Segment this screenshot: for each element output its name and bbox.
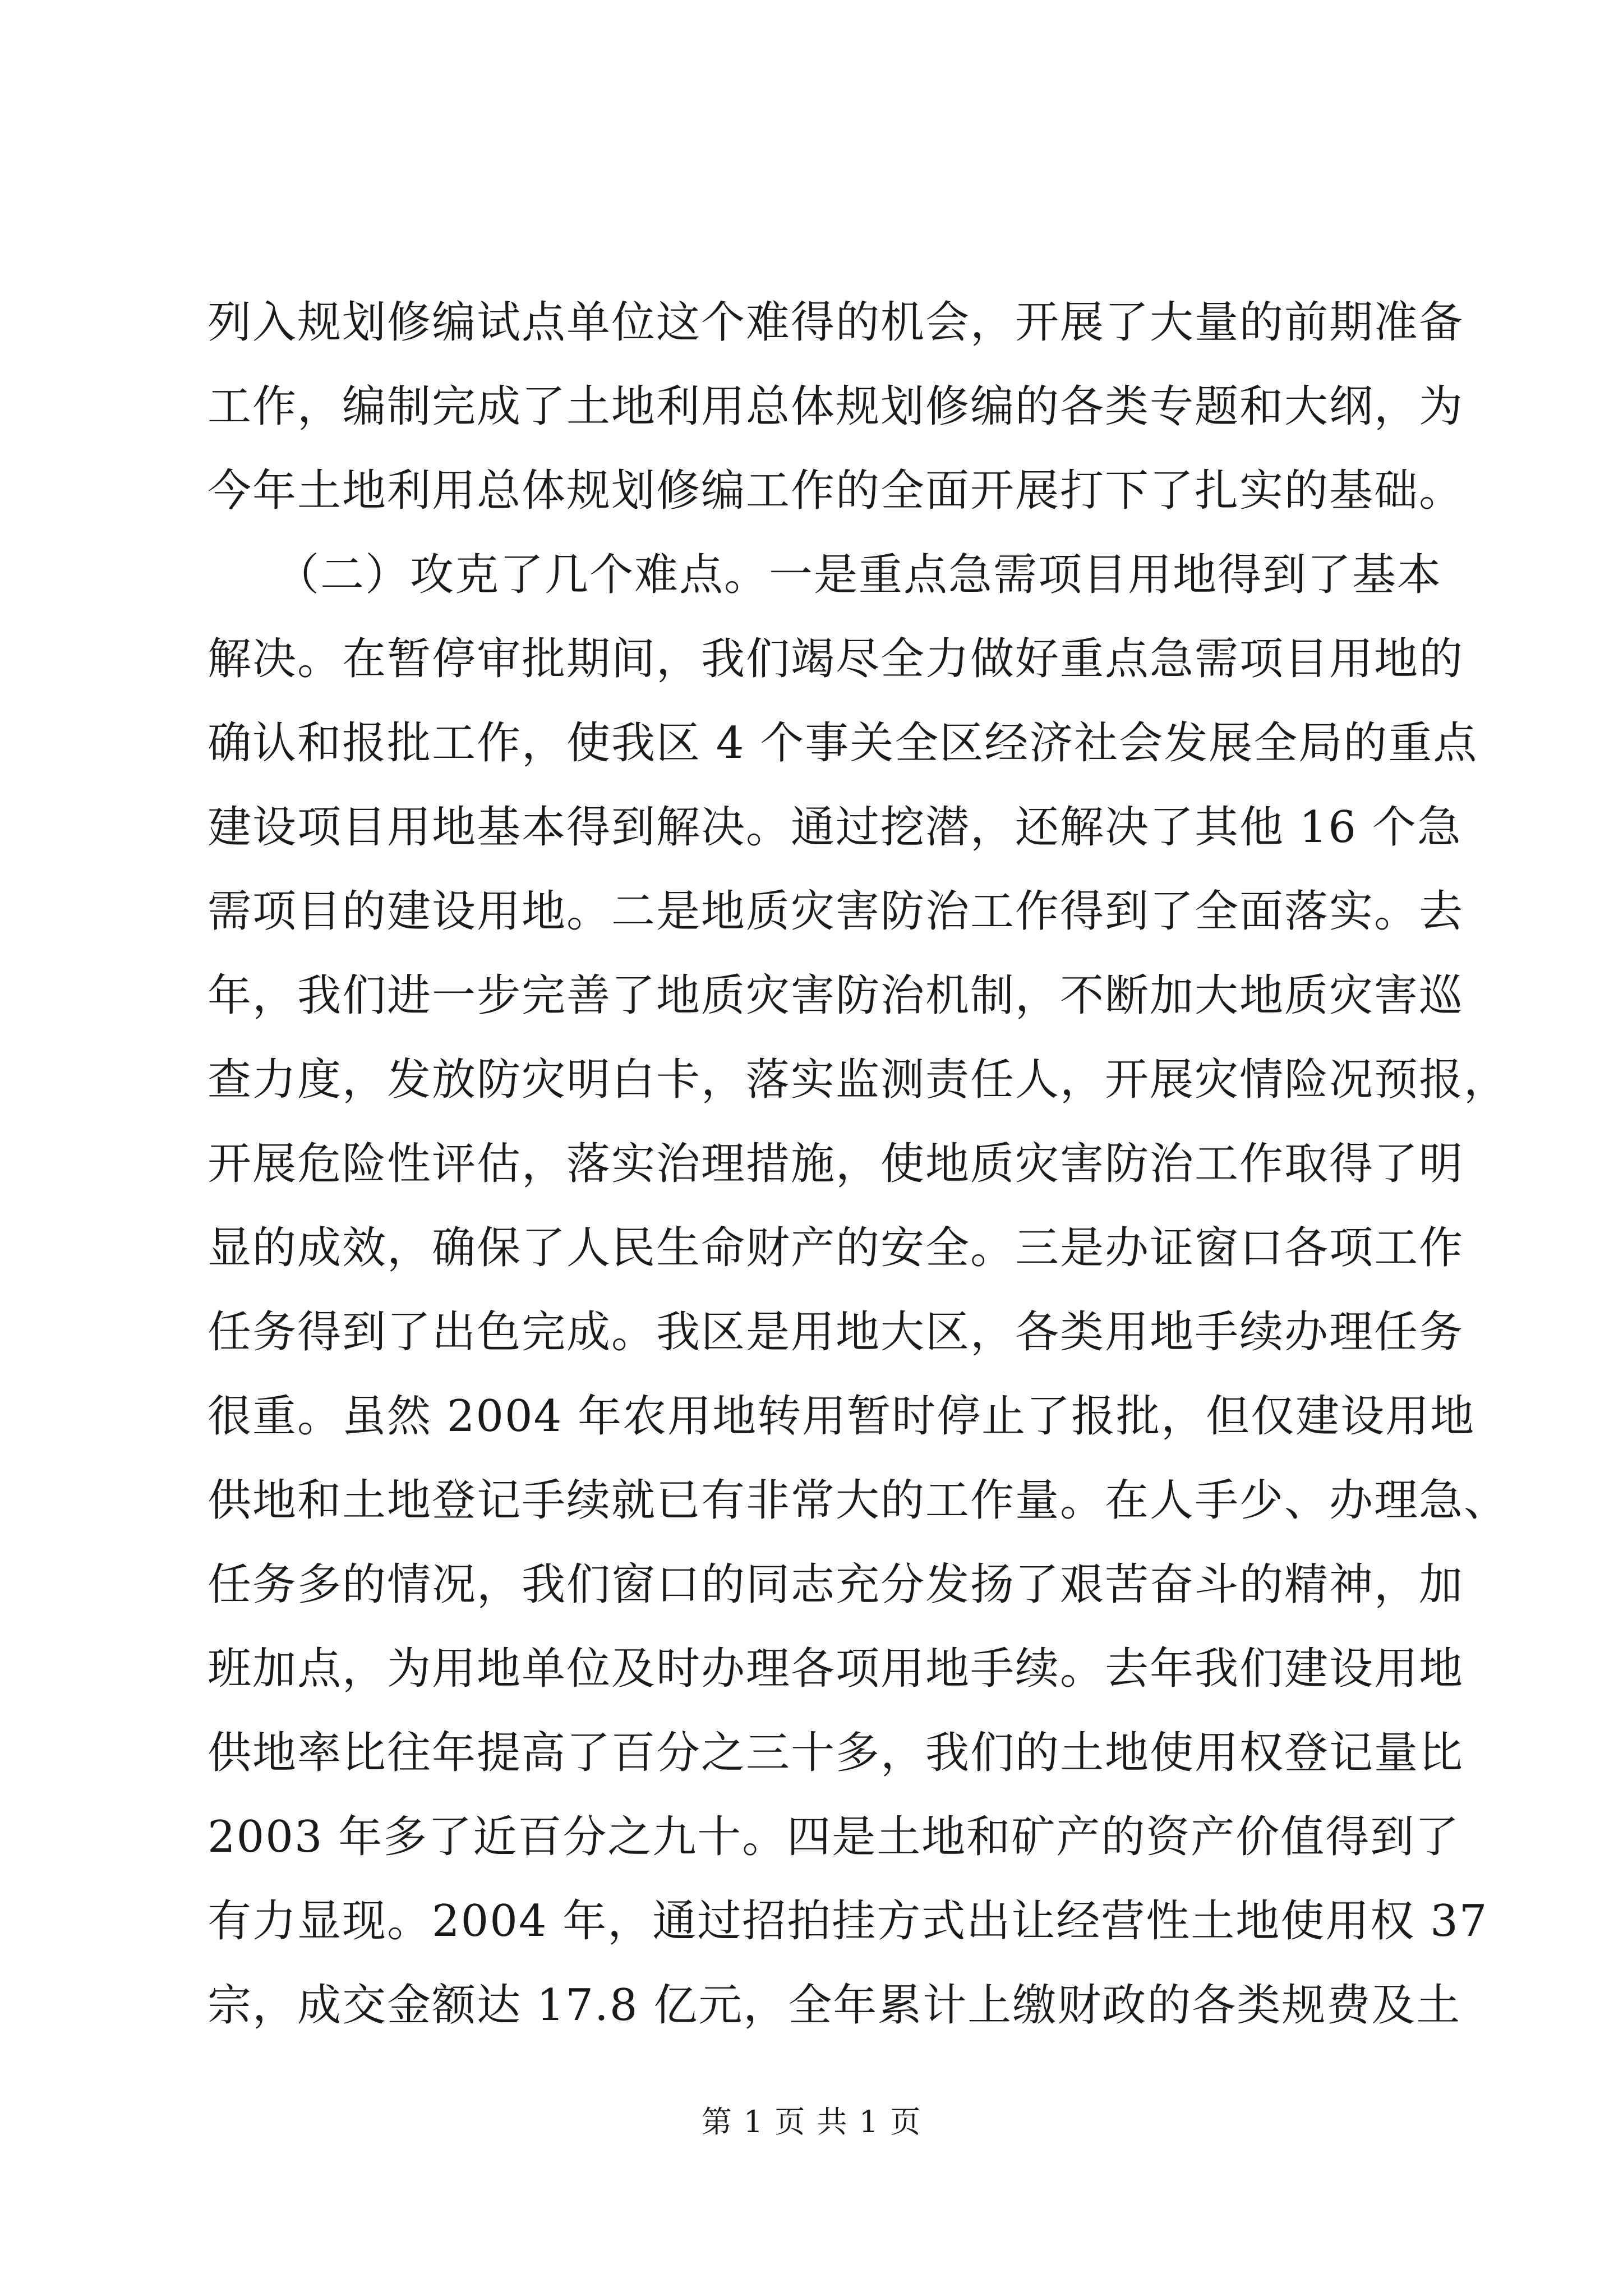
text-line-2: 工作，编制完成了土地利用总体规划修编的各类专题和大纲，为 (208, 381, 1464, 432)
text-line-19: 2003 年多了近百分之九十。四是土地和矿产的资产价值得到了 (208, 1812, 1460, 1862)
body-text (208, 280, 1509, 2047)
text-line-20: 有力显现。2004 年，通过招拍挂方式出让经营性土地使用权 37 (208, 1896, 1488, 1947)
text-line-3: 今年土地利用总体规划修编工作的全面开展打下了扎实的基础。 (208, 466, 1464, 516)
text-line-13: 任务得到了出色完成。我区是用地大区，各类用地手续办理任务 (208, 1307, 1464, 1358)
text-line-12: 显的成效，确保了人民生命财产的安全。三是办证窗口各项工作 (208, 1223, 1464, 1273)
text-line-7: 建设项目用地基本得到解决。通过挖潜，还解决了其他 16 个急 (208, 802, 1462, 853)
text-line-6: 确认和报批工作，使我区 4 个事关全区经济社会发展全局的重点 (208, 718, 1478, 769)
text-line-5: 解决。在暂停审批期间，我们竭尽全力做好重点急需项目用地的 (208, 634, 1464, 684)
text-line-15: 供地和土地登记手续就已有非常大的工作量。在人手少、办理急、 (208, 1475, 1509, 1526)
text-line-9: 年，我们进一步完善了地质灾害防治机制，不断加大地质灾害巡 (208, 970, 1464, 1021)
text-line-17: 班加点，为用地单位及时办理各项用地手续。去年我们建设用地 (208, 1644, 1464, 1694)
text-line-1: 列入规划修编试点单位这个难得的机会，开展了大量的前期准备 (208, 297, 1464, 348)
text-line-8: 需项目的建设用地。二是地质灾害防治工作得到了全面落实。去 (208, 886, 1464, 937)
text-line-11: 开展危险性评估，落实治理措施，使地质灾害防治工作取得了明 (208, 1139, 1464, 1189)
text-line-16: 任务多的情况，我们窗口的同志充分发扬了艰苦奋斗的精神，加 (208, 1559, 1464, 1610)
text-line-21: 宗，成交金额达 17.8 亿元，全年累计上缴财政的各类规费及土 (208, 1980, 1461, 2031)
text-line-4: （二）攻克了几个难点。一是重点急需项目用地得到了基本 (208, 550, 1442, 600)
text-line-18: 供地率比往年提高了百分之三十多，我们的土地使用权登记量比 (208, 1728, 1464, 1778)
text-line-14: 很重。虽然 2004 年农用地转用暂时停止了报批，但仅建设用地 (208, 1391, 1476, 1442)
page-number-label: 第 1 页 共 1 页 (701, 2104, 922, 2139)
text-line-10: 查力度，发放防灾明白卡，落实监测责任人，开展灾情险况预报， (208, 1055, 1509, 1105)
page-footer (0, 2098, 1623, 2141)
